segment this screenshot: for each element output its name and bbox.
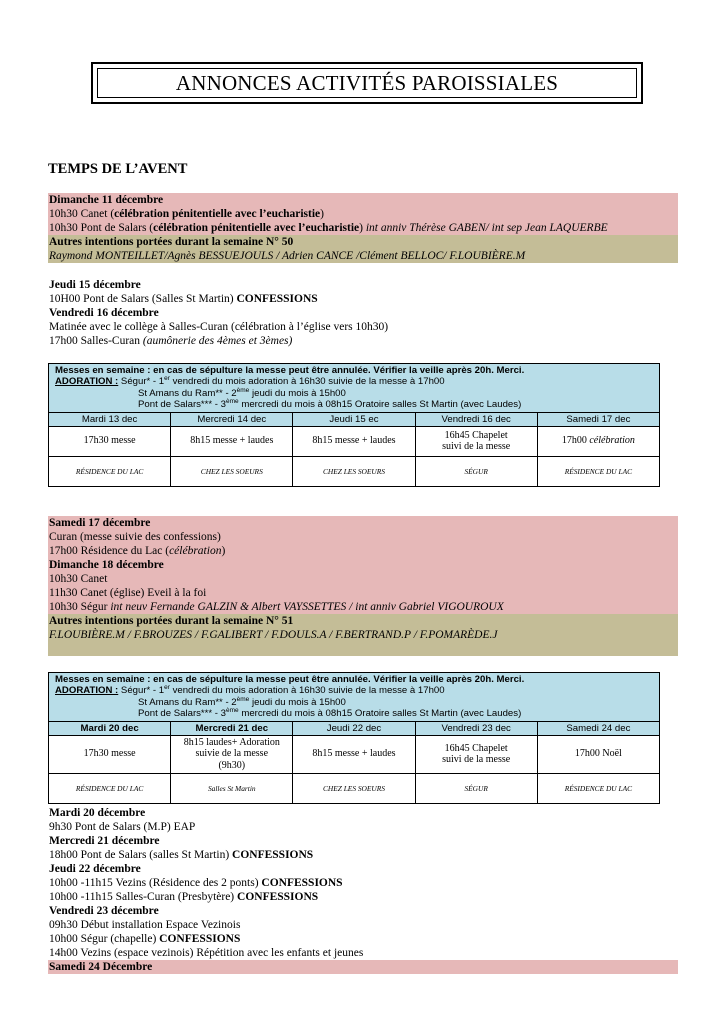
saturday-17-heading: Samedi 17 décembre [48, 516, 678, 530]
week51-intentions-names: F.LOUBIÈRE.M / F.BROUZES / F.GALIBERT / F.DOULS.A / F.BERTRAND.P / F.POMARÈDE.J [48, 628, 678, 656]
mass-cell: 8h15 messe + laudes [293, 735, 415, 773]
thursday-22-line2: 10h00 -11h15 Salles-Curan (Presbytère) CONFESSIONS [49, 891, 319, 903]
friday-23-line3: 14h00 Vezins (espace vezinois) Répétition avec les enfants et jeunes [49, 947, 364, 959]
week52-block [48, 806, 678, 974]
thursday-15-line: 10H00 Pont de Salars (Salles St Martin) CONFESSIONS [49, 293, 318, 305]
day-header: Samedi 24 dec [537, 721, 659, 735]
thursday-22-line1: 10h00 -11h15 Vezins (Résidence des 2 ponts) CONFESSIONS [49, 877, 343, 889]
day-header: Mardi 20 dec [49, 721, 171, 735]
curan-line: Curan (messe suivie des confessions) [48, 530, 678, 544]
mass-cell: 17h00 Noël [537, 735, 659, 773]
mass-cell: 17h00 célébration [537, 426, 659, 456]
day-header: Vendredi 23 dec [415, 721, 537, 735]
eveil-line: 11h30 Canet (église) Eveil à la foi [48, 586, 678, 600]
week51-intentions-title: Autres intentions portées durant la semaine N° 51 [48, 614, 678, 628]
friday-16-line2: 17h00 Salles-Curan (aumônerie des 4èmes et 3èmes) [49, 335, 293, 347]
place-cell: CHEZ LES SOEURS [293, 773, 415, 803]
sunday-11-heading: Dimanche 11 décembre [48, 193, 678, 207]
place-cell: RÉSIDENCE DU LAC [49, 773, 171, 803]
friday-16-heading: Vendredi 16 décembre [49, 307, 159, 319]
tuesday-20-heading: Mardi 20 décembre [49, 807, 146, 819]
place-cell: SÉGUR [415, 456, 537, 486]
midweek-block-1 [48, 278, 678, 348]
tuesday-20-line: 9h30 Pont de Salars (M.P) EAP [49, 821, 196, 833]
mass-cell: 16h45 Chapelet suivi de la messe [415, 735, 537, 773]
place-cell: CHEZ LES SOEURS [171, 456, 293, 486]
thursday-22-heading: Jeudi 22 décembre [49, 863, 141, 875]
day-header: Mercredi 14 dec [171, 412, 293, 426]
mass-cell: 17h30 messe [49, 426, 171, 456]
place-cell: RÉSIDENCE DU LAC [49, 456, 171, 486]
segur-line: 10h30 Ségur int neuv Fernande GALZIN & Albert VAYSSETTES / int anniv Gabriel VIGOUROUX [48, 600, 678, 614]
week50-intentions-title: Autres intentions portées durant la semaine N° 50 [48, 235, 678, 249]
friday-23-line2: 10h00 Ségur (chapelle) CONFESSIONS [49, 933, 241, 945]
mass-cell: 16h45 Chapelet suivi de la messe [415, 426, 537, 456]
friday-23-line1: 09h30 Début installation Espace Vezinois [49, 919, 241, 931]
place-cell: CHEZ LES SOEURS [293, 456, 415, 486]
sunday-18-heading: Dimanche 18 décembre [48, 558, 678, 572]
friday-23-heading: Vendredi 23 décembre [49, 905, 159, 917]
week50-intentions-names: Raymond MONTEILLET/Agnès BESSUEJOULS / Adrien CANCE /Clément BELLOC/ F.LOUBIÈRE.M [48, 249, 678, 263]
day-header: Vendredi 16 dec [415, 412, 537, 426]
mass-cell: 8h15 laudes+ Adoration suivie de la messe (9h30) [171, 735, 293, 773]
day-header: Mercredi 21 dec [171, 721, 293, 735]
title-box [91, 62, 643, 104]
thursday-15-heading: Jeudi 15 décembre [49, 279, 141, 291]
mass-cell: 8h15 messe + laudes [171, 426, 293, 456]
residence-line: 17h00 Résidence du Lac (célébration) [48, 544, 678, 558]
place-cell: RÉSIDENCE DU LAC [537, 456, 659, 486]
pont-de-salars-line: 10h30 Pont de Salars (célébration pénitentielle avec l’eucharistie) int anniv Thérèse GABEN/ int sep Jean LAQUERBE [48, 221, 678, 235]
day-header: Mardi 13 dec [49, 412, 171, 426]
mass-cell: 17h30 messe [49, 735, 171, 773]
friday-16-line1: Matinée avec le collège à Salles-Curan (célébration à l’église vers 10h30) [49, 321, 389, 333]
saturday-24-heading: Samedi 24 Décembre [48, 960, 678, 974]
mass-schedule-table-2 [48, 672, 660, 804]
week51-block [48, 516, 678, 656]
day-header: Samedi 17 dec [537, 412, 659, 426]
section-heading: TEMPS DE L’AVENT [48, 161, 188, 177]
day-header: Jeudi 22 dec [293, 721, 415, 735]
wednesday-21-heading: Mercredi 21 décembre [49, 835, 160, 847]
canet-line: 10h30 Canet [48, 572, 678, 586]
wednesday-21-line: 18h00 Pont de Salars (salles St Martin) CONFESSIONS [49, 849, 314, 861]
day-header: Jeudi 15 ec [293, 412, 415, 426]
place-cell: RÉSIDENCE DU LAC [537, 773, 659, 803]
mass-schedule-table-1 [48, 363, 660, 487]
page-title: ANNONCES ACTIVITÉS PAROISSIALES [97, 68, 637, 98]
weekday-mass-notice: Messes en semaine : en cas de sépulture la messe peut être annulée. Vérifier la veille après 20h. Merci. ADORATION : Ségur* - 1er vendredi du mois adoration à 16h30 suivie de la messe à 17h00 St Amans du Ram** - 2ème jeudi du mois à 15h00 Pont de Salars*** - 3ème mercredi du mois à 08h15 Oratoire salles St Martin (avec Laudes) [49, 673, 660, 722]
place-cell: SÉGUR [415, 773, 537, 803]
mass-cell: 8h15 messe + laudes [293, 426, 415, 456]
canet-line: 10h30 Canet (célébration pénitentielle avec l’eucharistie) [48, 207, 678, 221]
week50-block [48, 193, 678, 263]
weekday-mass-notice: Messes en semaine : en cas de sépulture la messe peut être annulée. Vérifier la veille après 20h. Merci. ADORATION : Ségur* - 1er vendredi du mois adoration à 16h30 suivie de la messe à 17h00 St Amans du Ram** - 2ème jeudi du mois à 15h00 Pont de Salars*** - 3ème mercredi du mois à 08h15 Oratoire salles St Martin (avec Laudes) [49, 364, 660, 413]
place-cell: Salles St Martin [171, 773, 293, 803]
